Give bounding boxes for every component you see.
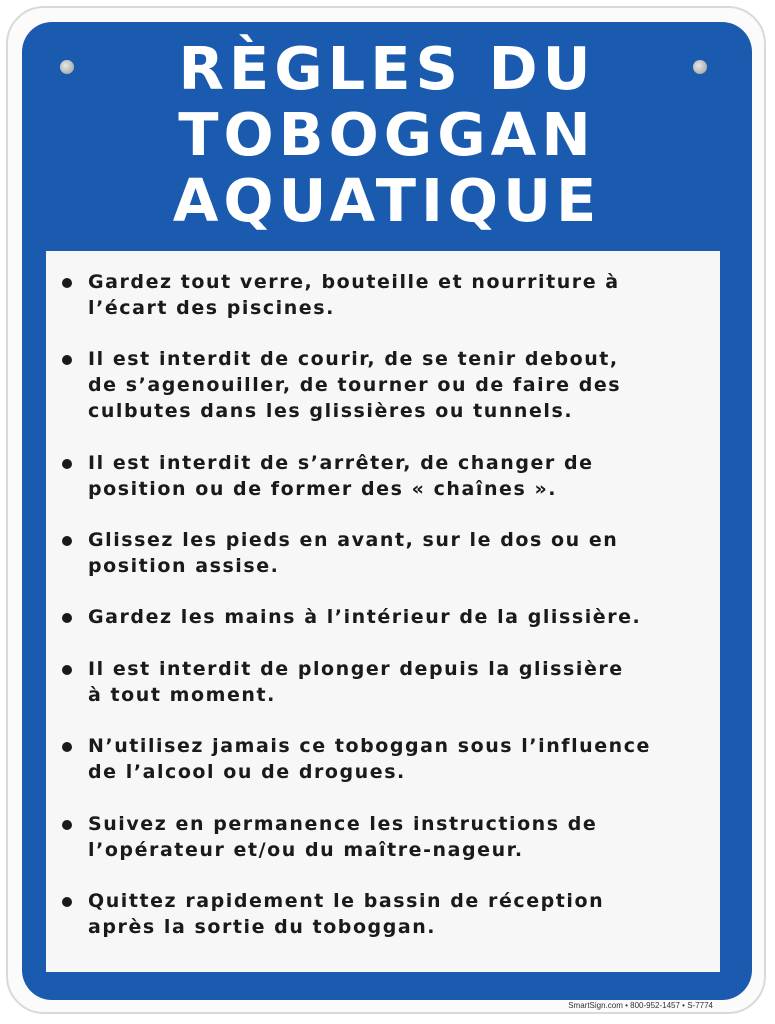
rule-text: Quittez rapidement le bassin de réception après la sortie du toboggan.	[88, 890, 605, 938]
bullet-icon	[62, 897, 72, 907]
rule-item	[46, 450, 720, 502]
rules-panel	[46, 251, 720, 972]
rule-item	[46, 733, 720, 785]
bullet-icon	[62, 536, 72, 546]
rule-item	[46, 269, 720, 321]
rule-text: Suivez en permanence les instructions de l’opérateur et/ou du maître-nageur.	[88, 813, 598, 861]
rule-item	[46, 888, 720, 940]
rule-text: N’utilisez jamais ce toboggan sous l’influence de l’alcool ou de drogues.	[88, 735, 651, 783]
rule-text: Gardez les mains à l’intérieur de la glissière.	[88, 606, 642, 628]
bullet-icon	[62, 355, 72, 365]
bullet-icon	[62, 665, 72, 675]
bullet-icon	[62, 742, 72, 752]
bullet-icon	[62, 820, 72, 830]
rule-item	[46, 604, 720, 630]
rule-text: Glissez les pieds en avant, sur le dos ou en position assise.	[88, 529, 619, 577]
rule-item	[46, 811, 720, 863]
title-line: TOBOGGAN	[178, 100, 596, 169]
title-line: AQUATIQUE	[172, 166, 602, 235]
bullet-icon	[62, 613, 72, 623]
manufacturer-footer: SmartSign.com • 800-952-1457 • S-7774	[568, 1001, 713, 1010]
rule-item	[46, 346, 720, 424]
sign-title	[22, 36, 752, 234]
rule-text: Gardez tout verre, bouteille et nourriture à l’écart des piscines.	[88, 271, 620, 319]
rule-text: Il est interdit de courir, de se tenir debout, de s’agenouiller, de tourner ou de faire des culbutes dans les glissières ou tunnels.	[88, 348, 622, 422]
title-line: RÈGLES DU	[178, 34, 596, 103]
rule-item	[46, 656, 720, 708]
rule-item	[46, 527, 720, 579]
bullet-icon	[62, 278, 72, 288]
rule-text: Il est interdit de plonger depuis la glissière à tout moment.	[88, 658, 624, 706]
rule-text: Il est interdit de s’arrêter, de changer de position ou de former des « chaînes ».	[88, 452, 594, 500]
bullet-icon	[62, 459, 72, 469]
